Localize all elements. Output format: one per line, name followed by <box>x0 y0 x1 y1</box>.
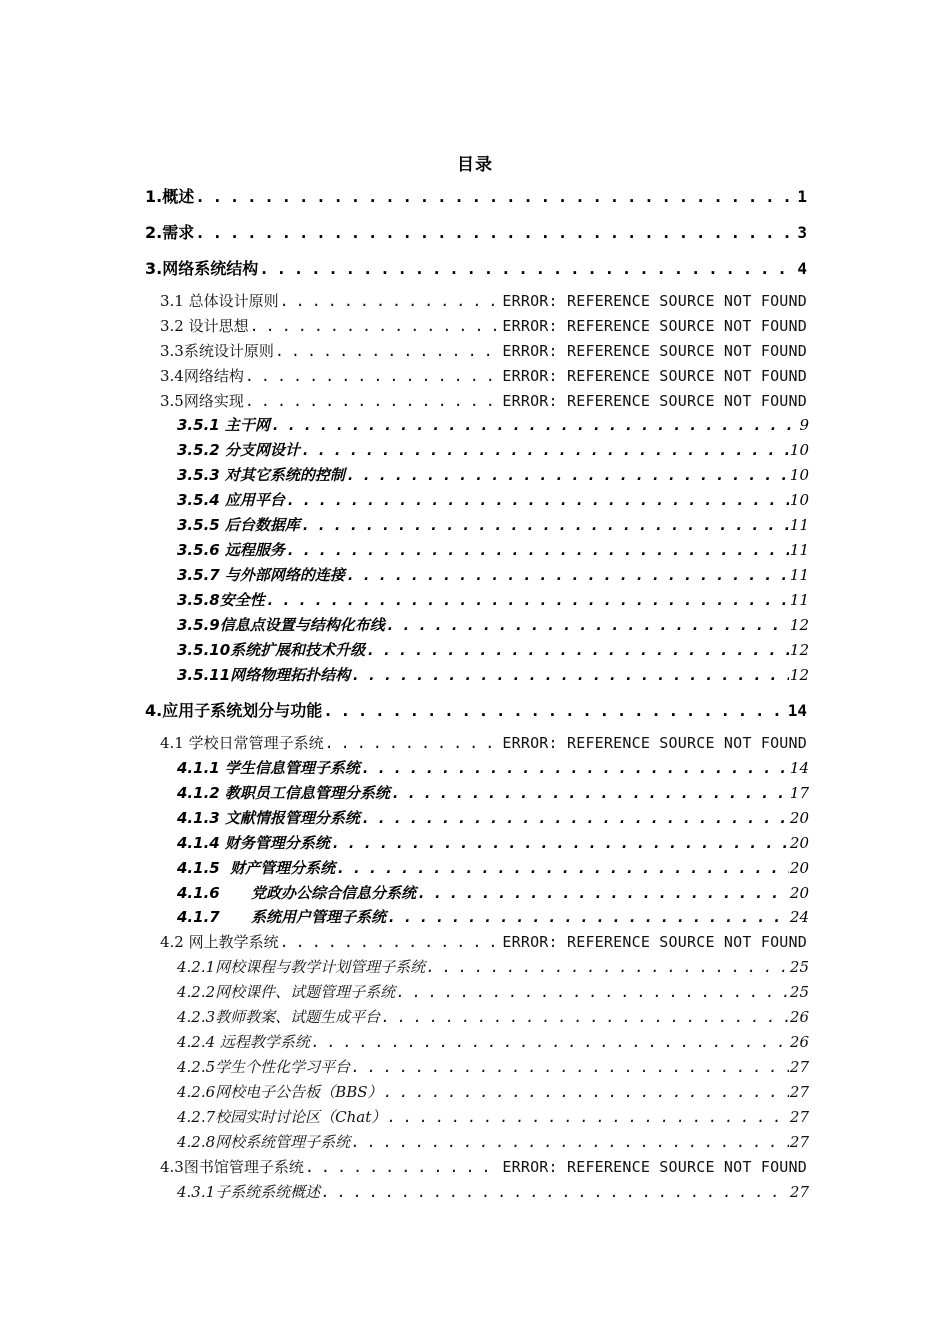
toc-entry[interactable] <box>177 857 809 879</box>
toc-entry-page: 3 <box>797 223 807 242</box>
toc-leader-dots <box>325 734 502 752</box>
toc-entry-title: 1.概述 <box>145 187 195 206</box>
toc-entry-page: 11 <box>789 516 809 534</box>
toc-entry-title: 3.5.11网络物理拓扑结构 <box>177 666 351 684</box>
toc-entry[interactable] <box>177 906 809 928</box>
toc-leader-dots <box>323 701 787 720</box>
toc-entry-page: ERROR: REFERENCE SOURCE NOT FOUND <box>502 292 807 310</box>
toc-entry[interactable] <box>160 340 807 362</box>
toc-entry-title: 3.1 总体设计原则 <box>160 292 279 310</box>
toc-leader-dots <box>331 834 789 852</box>
toc-entry-title: 4.2.5学生个性化学习平台 <box>177 1058 351 1076</box>
toc-entry-title: 3.5.6 远程服务 <box>177 541 285 559</box>
toc-entry-title: 4.1.4 财务管理分系统 <box>177 834 330 852</box>
toc-entry-title: 4.2.2网校课件、试题管理子系统 <box>177 983 396 1001</box>
toc-entry-page: 11 <box>789 541 809 559</box>
toc-entry[interactable] <box>177 414 809 436</box>
toc-entry[interactable] <box>177 1181 809 1203</box>
toc-entry-title: 4.1.2 教职员工信息管理分系统 <box>177 784 390 802</box>
toc-entry-page: 12 <box>789 641 809 659</box>
toc-leader-dots <box>387 908 789 926</box>
toc-entry-title: 4.2.8网校系统管理子系统 <box>177 1133 351 1151</box>
toc-entry-title: 3.5.4 应用平台 <box>177 491 285 509</box>
toc-leader-dots <box>271 416 799 434</box>
toc-entry[interactable] <box>160 732 807 754</box>
toc-entry-page: 20 <box>789 884 809 902</box>
toc-entry-page: ERROR: REFERENCE SOURCE NOT FOUND <box>502 367 807 385</box>
toc-entry-title: 2.需求 <box>145 223 195 242</box>
toc-entry-page: 4 <box>797 259 807 278</box>
toc-entry-page: 14 <box>789 759 809 777</box>
toc-entry-page: 10 <box>789 441 809 459</box>
toc-entry-title: 4.1.6 党政办公综合信息分系统 <box>177 884 417 902</box>
toc-entry-page: 12 <box>789 616 809 634</box>
toc-entry-page: ERROR: REFERENCE SOURCE NOT FOUND <box>502 933 807 951</box>
toc-leader-dots <box>245 392 502 410</box>
toc-entry-title: 4.应用子系统划分与功能 <box>145 701 323 720</box>
toc-entry-title: 3.5.7 与外部网络的连接 <box>177 566 345 584</box>
toc-entry[interactable] <box>177 882 809 904</box>
toc-entry[interactable] <box>177 589 809 611</box>
toc-entry-title: 4.2.1网校课程与教学计划管理子系统 <box>177 958 426 976</box>
toc-entry[interactable] <box>177 489 809 511</box>
toc-entry[interactable] <box>177 614 809 636</box>
toc-entry[interactable] <box>177 664 809 686</box>
toc-entry-page: ERROR: REFERENCE SOURCE NOT FOUND <box>502 342 807 360</box>
toc-leader-dots <box>386 616 789 634</box>
toc-leader-dots <box>301 441 789 459</box>
toc-entry-title: 3.5.10系统扩展和技术升级 <box>177 641 366 659</box>
toc-entry-title: 4.1.5 财产管理分系统 <box>177 859 336 877</box>
toc-leader-dots <box>381 1008 789 1026</box>
toc-entry-page: 20 <box>789 809 809 827</box>
toc-leader-dots <box>366 641 789 659</box>
toc-entry[interactable] <box>160 365 807 387</box>
toc-entry-page: 11 <box>789 591 809 609</box>
toc-entry[interactable] <box>177 782 809 804</box>
toc-entry[interactable] <box>177 514 809 536</box>
toc-leader-dots <box>396 983 789 1001</box>
toc-entry-title: 3.5.3 对其它系统的控制 <box>177 466 345 484</box>
toc-leader-dots <box>361 759 789 777</box>
toc-entry-title: 4.2.4 远程教学系统 <box>177 1033 310 1051</box>
toc-entry-page: 25 <box>789 983 809 1001</box>
toc-entry-title: 4.1.3 文献情报管理分系统 <box>177 809 360 827</box>
toc-entry[interactable] <box>177 539 809 561</box>
toc-entry-page: 27 <box>789 1083 809 1101</box>
toc-leader-dots <box>305 1158 502 1176</box>
toc-entry-title: 3.5.9信息点设置与结构化布线 <box>177 616 385 634</box>
toc-entry[interactable] <box>177 956 809 978</box>
toc-entry-title: 4.1 学校日常管理子系统 <box>160 734 324 752</box>
toc-entry-page: 26 <box>789 1008 809 1026</box>
toc-leader-dots <box>275 342 502 360</box>
toc-entry[interactable] <box>160 390 807 412</box>
toc-entry-page: ERROR: REFERENCE SOURCE NOT FOUND <box>502 734 807 752</box>
toc-entry-page: 20 <box>789 834 809 852</box>
toc-entry-title: 4.2.7校园实时讨论区（Chat） <box>177 1108 387 1126</box>
toc-entry-page: 27 <box>789 1133 809 1151</box>
toc-entry[interactable] <box>145 184 807 208</box>
toc-entry[interactable] <box>160 290 807 312</box>
toc-entry-title: 3.5.2 分支网设计 <box>177 441 300 459</box>
toc-leader-dots <box>195 187 796 206</box>
toc-entry[interactable] <box>177 757 809 779</box>
toc-leader-dots <box>286 491 789 509</box>
toc-leader-dots <box>361 809 789 827</box>
toc-entry-page: ERROR: REFERENCE SOURCE NOT FOUND <box>502 1158 807 1176</box>
toc-leader-dots <box>301 516 789 534</box>
toc-entry-title: 3.5.8安全性 <box>177 591 265 609</box>
toc-leader-dots <box>195 223 796 242</box>
toc-entry[interactable] <box>177 832 809 854</box>
toc-entry-page: 10 <box>789 491 809 509</box>
toc-entry[interactable] <box>177 464 809 486</box>
toc-entry-title: 4.2.6网校电子公告板（BBS） <box>177 1083 383 1101</box>
toc-leader-dots <box>426 958 789 976</box>
toc-entry-title: 3.2 设计思想 <box>160 317 249 335</box>
toc-leader-dots <box>266 591 789 609</box>
toc-leader-dots <box>259 259 796 278</box>
toc-entry-page: 27 <box>789 1108 809 1126</box>
toc-entry-page: ERROR: REFERENCE SOURCE NOT FOUND <box>502 317 807 335</box>
toc-entry[interactable] <box>177 564 809 586</box>
toc-entry[interactable] <box>160 315 807 337</box>
toc-entry-page: 12 <box>789 666 809 684</box>
toc-leader-dots <box>346 566 789 584</box>
toc-entry[interactable] <box>177 1056 809 1078</box>
toc-entry-title: 4.1.1 学生信息管理子系统 <box>177 759 360 777</box>
toc-entry-page: ERROR: REFERENCE SOURCE NOT FOUND <box>502 392 807 410</box>
toc-leader-dots <box>351 1133 789 1151</box>
toc-leader-dots <box>280 933 502 951</box>
toc-entry[interactable] <box>145 220 807 244</box>
toc-leader-dots <box>351 666 789 684</box>
toc-leader-dots <box>346 466 789 484</box>
toc-leader-dots <box>280 292 502 310</box>
toc-leader-dots <box>391 784 789 802</box>
toc-entry-page: 26 <box>789 1033 809 1051</box>
toc-entry-page: 1 <box>797 187 807 206</box>
toc-leader-dots <box>250 317 502 335</box>
toc-leader-dots <box>286 541 789 559</box>
toc-entry-title: 3.3系统设计原则 <box>160 342 274 360</box>
toc-leader-dots <box>245 367 502 385</box>
toc-entry-page: 11 <box>789 566 809 584</box>
toc-entry-page: 20 <box>789 859 809 877</box>
toc-entry[interactable] <box>145 256 807 280</box>
toc-entry[interactable] <box>177 439 809 461</box>
toc-entry-title: 3.5网络实现 <box>160 392 244 410</box>
toc-entry[interactable] <box>177 639 809 661</box>
toc-entry[interactable] <box>160 931 807 953</box>
toc-entry[interactable] <box>145 698 807 722</box>
toc-entry[interactable] <box>177 1006 809 1028</box>
toc-title: 目录 <box>457 155 493 175</box>
toc-entry[interactable] <box>177 981 809 1003</box>
toc-entry[interactable] <box>177 807 809 829</box>
toc-entry[interactable] <box>177 1031 809 1053</box>
toc-entry[interactable] <box>160 1156 807 1178</box>
toc-entry-page: 27 <box>789 1058 809 1076</box>
toc-entry-page: 24 <box>789 908 809 926</box>
toc-leader-dots <box>336 859 789 877</box>
toc-entry-title: 4.2 网上教学系统 <box>160 933 279 951</box>
toc-entry[interactable] <box>177 1081 809 1103</box>
toc-entry-title: 3.网络系统结构 <box>145 259 259 278</box>
toc-leader-dots <box>311 1033 789 1051</box>
toc-entry-title: 4.1.7 系统用户管理子系统 <box>177 908 387 926</box>
toc-leader-dots <box>417 884 789 902</box>
toc-entry-page: 14 <box>787 701 807 720</box>
toc-entry[interactable] <box>177 1131 809 1153</box>
toc-entry-title: 4.3.1子系统系统概述 <box>177 1183 321 1201</box>
toc-leader-dots <box>351 1058 789 1076</box>
toc-entry[interactable] <box>177 1106 809 1128</box>
toc-entry-title: 4.3图书馆管理子系统 <box>160 1158 304 1176</box>
toc-entry-title: 3.5.1 主干网 <box>177 416 270 434</box>
toc-entry-page: 25 <box>789 958 809 976</box>
toc-entry-title: 3.4网络结构 <box>160 367 244 385</box>
toc-leader-dots <box>321 1183 789 1201</box>
toc-entry-page: 9 <box>799 416 809 434</box>
toc-entry-title: 3.5.5 后台数据库 <box>177 516 300 534</box>
toc-entry-page: 10 <box>789 466 809 484</box>
toc-leader-dots <box>387 1108 789 1126</box>
toc-entry-page: 27 <box>789 1183 809 1201</box>
toc-entry-page: 17 <box>789 784 809 802</box>
toc-leader-dots <box>384 1083 789 1101</box>
toc-entry-title: 4.2.3教师教案、试题生成平台 <box>177 1008 381 1026</box>
